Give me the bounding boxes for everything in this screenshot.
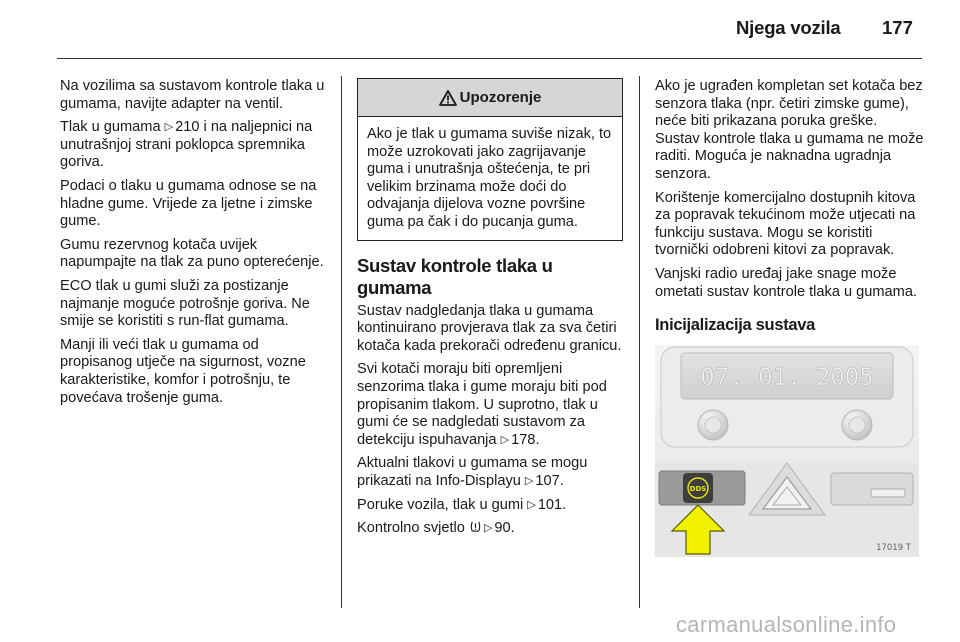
- column-divider: [639, 76, 640, 608]
- section-heading: Sustav kontrole tlaka u gumama: [357, 254, 553, 298]
- text: Kontrolno svjetlo: [357, 520, 469, 537]
- dashboard-photo: [655, 345, 919, 557]
- dds-button-label: DDS: [689, 485, 707, 494]
- paragraph: [60, 119, 328, 172]
- section-title: Njega vozila: [736, 17, 841, 38]
- warning-triangle-icon: [439, 90, 457, 106]
- warning-header: [358, 79, 622, 117]
- paragraph: [357, 497, 627, 515]
- page-ref-link[interactable]: 101: [537, 496, 563, 513]
- display-readout: 07. 01. 2005: [700, 363, 874, 392]
- text: .: [562, 496, 567, 513]
- text: Poruke vozila, tlak u gumi: [357, 496, 528, 513]
- paragraph: Na vozilima sa sustavom kontrole tlaka u gumama, navijte adapter na ventil.: [60, 78, 325, 112]
- paragraph: Sustav nadgledanja tlaka u gumama kontinuirano provjerava tlak za sva četiri kotača kada prekorači određenu granicu.: [357, 302, 622, 354]
- warning-text: Ako je tlak u gumama suviše nizak, to može uzrokovati jako zagrijavanje guma i unutrašnja oštećenja, te pri velikim brzinama može doći do odvajanja dijelova vozne površine guma pa čak i do pucanja guma.: [367, 126, 612, 230]
- paragraph: [357, 361, 627, 449]
- text: .: [535, 431, 540, 448]
- warning-box: [357, 78, 623, 241]
- paragraph: ECO tlak u gumi služi za postizanje najmanje moguće potrošnje goriva. Ne smije se koristiti s run-flat gumama.: [60, 277, 310, 330]
- figure-id: 17019 T: [876, 543, 911, 554]
- text: .: [559, 472, 564, 489]
- text: Svi kotači moraju biti opremljeni senzorima tlaka i gume moraju biti pod propisanim tlakom. U suprotno, tlak u gumi će se nadgledati sustavom za detekciju ispuhavanja: [357, 361, 607, 448]
- section-heading: Inicijalizacija sustava: [655, 316, 816, 335]
- text: i na naljepnici na unutrašnjoj strani poklopca spremnika goriva.: [60, 119, 313, 171]
- warning-title: Upozorenje: [459, 88, 542, 106]
- page-ref-link[interactable]: 178: [511, 431, 536, 448]
- column-3: [655, 78, 925, 557]
- paragraph: Ako je ugrađen kompletan set kotača bez senzora tlaka (npr. četiri zimske gume), neće biti prikazana poruka greške. Sustav kontrole tlaka u gumama ne može raditi. Moguća je naknadna ugradnja senzora.: [655, 78, 924, 182]
- paragraph: Vanjski radio uređaj jake snage može ometati sustav kontrole tlaka u gumama.: [655, 265, 918, 300]
- watermark: carmanualsonline.info: [676, 612, 897, 637]
- page-ref-link[interactable]: 210: [175, 119, 200, 136]
- text: Aktualni tlakovi u gumama se mogu prikazati na Info-Displayu: [357, 455, 588, 489]
- header-rule: [57, 58, 922, 59]
- column-2: [357, 78, 627, 544]
- page-ref-icon: ▷: [524, 474, 534, 487]
- paragraph: Manji ili veći tlak u gumama od propisanog utječe na sigurnost, vozne karakteristike, komfor i potrošnju, te povećava trošenje guma.: [60, 336, 306, 406]
- paragraph: [357, 520, 627, 538]
- column-divider: [341, 76, 342, 608]
- page-ref-icon: ▷: [527, 498, 536, 511]
- page-ref-link[interactable]: 90: [494, 520, 511, 537]
- page-number: 177: [882, 17, 913, 38]
- page-ref-icon: ▷: [164, 121, 174, 134]
- text: Tlak u gumama: [60, 119, 165, 136]
- text: .: [510, 520, 515, 537]
- column-1: [60, 78, 328, 413]
- paragraph: Korištenje komercijalno dostupnih kitova za popravak tekućinom može utjecati na funkciju sustava. Mogu se koristiti tvornički odobreni kitovi za popravak.: [655, 189, 916, 259]
- paragraph: Gumu rezervnog kotača uvijek napumpajte na tlak za puno opterećenje.: [60, 236, 324, 271]
- paragraph: Podaci o tlaku u gumama odnose se na hladne gume. Vrijede za ljetne i zimske gume.: [60, 177, 317, 230]
- page-ref-link[interactable]: 107: [535, 472, 560, 489]
- paragraph: [357, 455, 627, 490]
- dashboard-illustration: [655, 345, 919, 557]
- page-ref-icon: ▷: [483, 522, 493, 535]
- page-ref-icon: ▷: [500, 433, 510, 446]
- tire-pressure-warning-icon: [469, 520, 482, 533]
